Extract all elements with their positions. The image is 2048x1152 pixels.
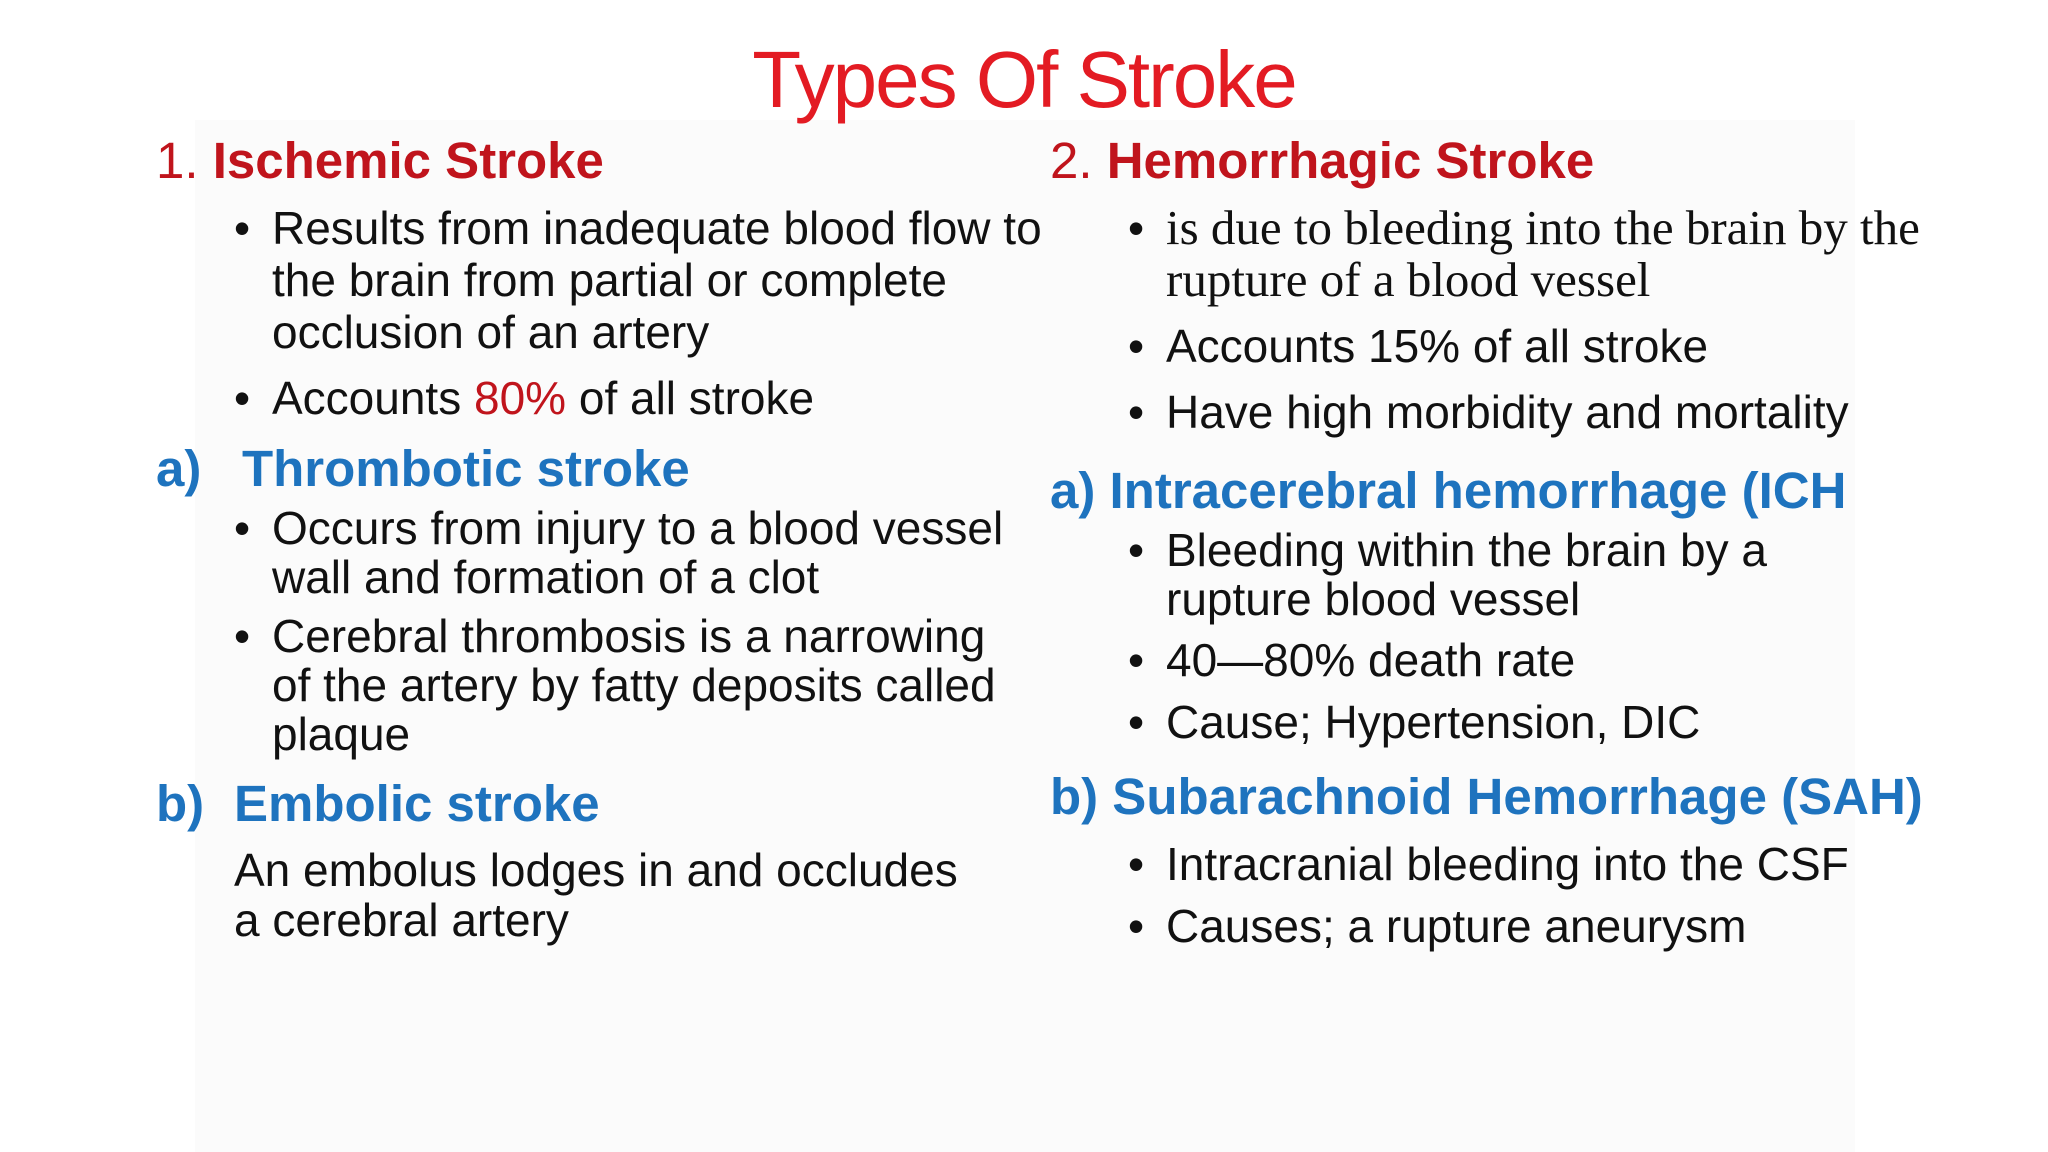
ischemic-heading-title: Ischemic Stroke xyxy=(212,132,604,189)
subarachnoid-bullet-list xyxy=(1050,838,2010,952)
bullet-icon: • xyxy=(1128,386,1145,438)
thrombotic-bullet-text: Cerebral thrombosis is a narrowing of the artery by fatty deposits called plaque xyxy=(272,610,996,760)
list-item xyxy=(1050,202,1986,306)
list-item xyxy=(1050,696,2010,748)
embolic-heading xyxy=(156,773,1036,835)
ischemic-accounts-suffix: of all stroke xyxy=(566,372,815,424)
bullet-icon: • xyxy=(1128,202,1145,254)
bullet-icon: • xyxy=(234,502,251,554)
list-item xyxy=(1050,838,2010,890)
thrombotic-bullet-list xyxy=(156,504,1036,759)
hemorrhagic-heading-number: 2. xyxy=(1050,132,1093,189)
ischemic-accounts-percent: 80% xyxy=(474,372,567,424)
subarachnoid-heading: b) Subarachnoid Hemorrhage (SAH) xyxy=(1050,768,1923,825)
hemorrhagic-bullet-text: Accounts 15% of all stroke xyxy=(1166,320,1709,372)
thrombotic-bullet-text: Occurs from injury to a blood vessel wall and formation of a clot xyxy=(272,502,1004,603)
bullet-icon: • xyxy=(1128,524,1145,576)
slide-title: Types Of Stroke xyxy=(752,35,1296,124)
list-item xyxy=(1050,386,2010,438)
ischemic-accounts-prefix: Accounts xyxy=(272,372,474,424)
thrombotic-title: Thrombotic stroke xyxy=(242,440,690,497)
intracerebral-heading: a) Intracerebral hemorrhage (ICH xyxy=(1050,462,1847,519)
subarachnoid-bullet-text: Intracranial bleeding into the CSF xyxy=(1166,838,1849,890)
list-item xyxy=(1050,900,2010,952)
intracerebral-bullet-text: Cause; Hypertension, DIC xyxy=(1166,696,1701,748)
intracerebral-bullet-text: Bleeding within the brain by a rupture blood vessel xyxy=(1166,524,1767,625)
bullet-icon: • xyxy=(1128,320,1145,372)
list-item xyxy=(1050,526,1786,624)
bullet-icon: • xyxy=(234,610,251,662)
list-item xyxy=(156,372,1036,424)
embolic-letter: b) xyxy=(156,775,205,832)
hemorrhagic-bullet-text: Have high morbidity and mortality xyxy=(1166,386,1849,438)
list-item xyxy=(156,504,1036,602)
hemorrhagic-bullet-text: is due to bleeding into the brain by the rupture of a blood vessel xyxy=(1166,200,1920,307)
ischemic-heading-number: 1. xyxy=(156,132,199,189)
ischemic-bullet-list xyxy=(156,202,1042,424)
ischemic-heading xyxy=(156,130,1036,192)
intracerebral-bullet-list xyxy=(1050,526,2010,748)
ischemic-bullet-text: Results from inadequate blood flow to the brain from partial or complete occlusion of an artery xyxy=(272,202,1042,358)
list-item xyxy=(1050,320,2010,372)
bullet-icon: • xyxy=(1128,634,1145,686)
thrombotic-letter: a) xyxy=(156,440,202,497)
hemorrhagic-bullet-list xyxy=(1050,202,2010,438)
list-item xyxy=(1050,634,2010,686)
bullet-icon: • xyxy=(234,372,251,424)
ischemic-column xyxy=(156,130,1042,946)
bullet-icon: • xyxy=(1128,696,1145,748)
hemorrhagic-column xyxy=(1050,130,2010,952)
bullet-icon: • xyxy=(1128,838,1145,890)
list-item xyxy=(156,612,1012,759)
list-item xyxy=(156,202,1052,358)
thrombotic-heading xyxy=(156,438,1036,500)
embolic-description: An embolus lodges in and occludes a cerebral artery xyxy=(234,844,958,946)
embolic-title: Embolic stroke xyxy=(234,775,600,832)
subarachnoid-bullet-text: Causes; a rupture aneurysm xyxy=(1166,900,1747,952)
hemorrhagic-heading-title: Hemorrhagic Stroke xyxy=(1106,132,1595,189)
hemorrhagic-heading xyxy=(1050,130,2010,192)
bullet-icon: • xyxy=(234,202,251,254)
intracerebral-bullet-text: 40—80% death rate xyxy=(1166,634,1576,686)
bullet-icon: • xyxy=(1128,900,1145,952)
